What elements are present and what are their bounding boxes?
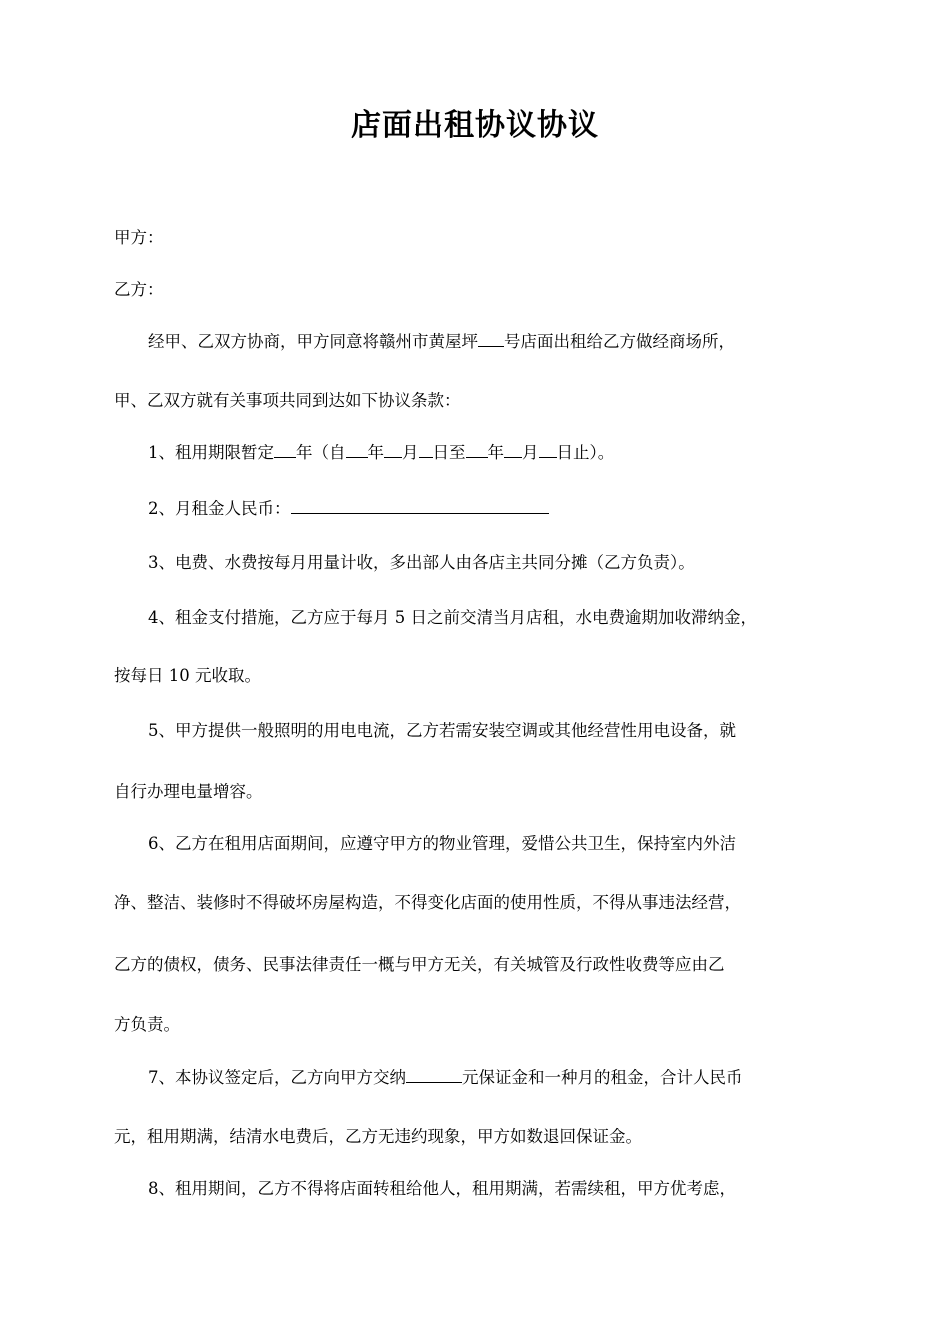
clause-1-text-e: 日至 [432, 443, 466, 462]
start-year-blank [346, 440, 368, 458]
start-day-blank [419, 440, 433, 458]
intro-text-a: 经甲、乙双方协商，甲方同意将赣州市黄屋坪 [148, 332, 478, 351]
clause-2-line [148, 496, 844, 521]
clause-4-line-1: 4、租金支付措施，乙方应于每月 5 日之前交清当月店租，水电费逾期加收滞纳金， [148, 608, 757, 627]
clause-8-line-1: 8、租用期间，乙方不得将店面转租给他人，租用期满，若需续租，甲方优考虑， [148, 1179, 736, 1198]
intro-paragraph-line-1 [148, 329, 844, 354]
clause-1-text-c: 年 [367, 443, 384, 462]
end-month-blank [504, 440, 522, 458]
clause-7-text-b: 元保证金和一种月的租金，合计人民币 [462, 1068, 743, 1087]
document-title: 店面出租协议协议 [351, 108, 599, 143]
clause-5-line-2: 自行办理电量增容。 [114, 782, 263, 801]
shop-number-blank [478, 329, 504, 347]
clause-7-text-a: 7、本协议签定后，乙方向甲方交纳 [148, 1068, 406, 1087]
clause-1-text-a: 1、租用期限暂定 [148, 443, 274, 462]
clause-1-text-d: 月 [402, 443, 419, 462]
monthly-rent-blank [291, 496, 549, 514]
clause-4-line-2: 按每日 10 元收取。 [114, 666, 261, 685]
clause-5-line-1: 5、甲方提供一般照明的用电电流，乙方若需安装空调或其他经营性用电设备，就 [148, 721, 736, 740]
clause-6-line-4: 方负责。 [114, 1015, 180, 1034]
end-day-blank [539, 440, 557, 458]
clause-7-line-2: 元，租用期满，结清水电费后，乙方无违约现象，甲方如数退回保证金。 [114, 1127, 642, 1146]
term-years-blank [274, 440, 296, 458]
clause-7-line-1 [148, 1065, 844, 1090]
clause-2-text: 2、月租金人民币： [148, 499, 291, 518]
intro-text-b: 号店面出租给乙方做经商场所， [504, 332, 735, 351]
deposit-blank [406, 1065, 462, 1083]
end-year-blank [466, 440, 488, 458]
clause-1-text-g: 月 [522, 443, 539, 462]
party-b-line: 乙方： [114, 280, 164, 299]
clause-1-text-b: 年（自 [296, 443, 346, 462]
clause-1-text-f: 年 [487, 443, 504, 462]
clause-6-line-1: 6、乙方在租用店面期间，应遵守甲方的物业管理，爱惜公共卫生，保持室内外洁 [148, 834, 736, 853]
start-month-blank [384, 440, 402, 458]
clause-1-line [148, 440, 844, 465]
clause-3-line: 3、电费、水费按每月用量计收，多出部人由各店主共同分摊（乙方负责）。 [148, 553, 695, 572]
intro-paragraph-line-2: 甲、乙双方就有关事项共同到达如下协议条款： [114, 391, 461, 410]
clause-6-line-3: 乙方的债权，债务、民事法律责任一概与甲方无关，有关城管及行政性收费等应由乙 [114, 955, 725, 974]
clause-6-line-2: 净、整洁、装修时不得破坏房屋构造，不得变化店面的使用性质，不得从事违法经营， [114, 893, 741, 912]
party-a-line: 甲方： [114, 228, 164, 247]
clause-1-text-h: 日止）。 [556, 443, 615, 462]
